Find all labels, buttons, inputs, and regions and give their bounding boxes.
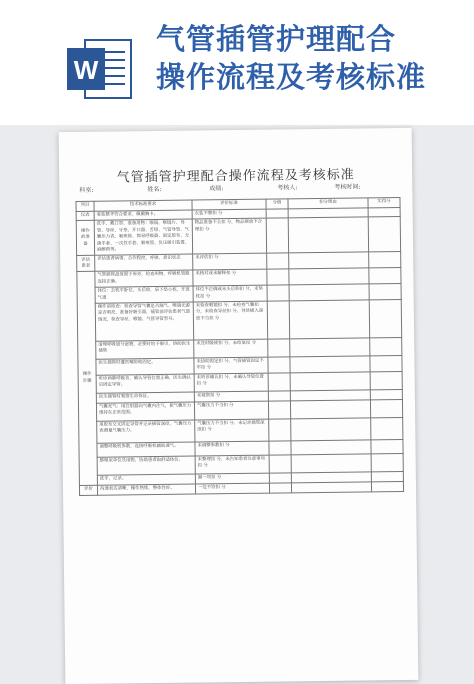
standard-cell: 体位不正确或未头后仰扣 分，未垫枕扣 分: [193, 285, 267, 302]
actual-score-cell: [371, 453, 403, 471]
score-label: 成绩:: [209, 185, 224, 193]
standard-cell: 未评估扣 分: [193, 254, 267, 271]
column-header: 实得分: [368, 198, 400, 208]
deduction-reason-cell: [291, 454, 371, 473]
points-cell: [267, 285, 289, 301]
actual-score-cell: [370, 389, 402, 399]
deduction-reason-cell: [289, 268, 369, 285]
requirement-cell: 听诊两肺呼吸音，确认导管位置正确，医生确认后固定导管。: [96, 374, 194, 393]
actual-score-cell: [369, 300, 401, 338]
requirement-cell: 洗手，记录。: [97, 474, 195, 485]
points-cell: [269, 473, 291, 483]
requirement-cell: 调整呼吸机参数，连接呼吸机辅助通气。: [97, 442, 195, 457]
document-meta: [79, 181, 399, 197]
standard-cell: 气囊压力不当扣 分: [194, 401, 268, 420]
requirement-cell: 清理呼吸道分泌物，必要时给予吸引，协助医生插管: [96, 340, 194, 359]
points-cell: [266, 209, 288, 219]
deduction-reason-cell: [290, 338, 370, 357]
points-cell: [267, 301, 289, 339]
actual-score-cell: [371, 439, 403, 453]
requirement-cell: 沟通表达清晰，操作熟练，整体性好。: [97, 484, 195, 495]
standard-cell: 未及时吸痰扣 分，未给氧扣 分: [194, 339, 268, 358]
banner: [0, 0, 474, 125]
column-header: 技术标准要求: [94, 200, 192, 211]
banner-title-line1: 气管插管护理配合: [156, 22, 397, 56]
table-row: [77, 300, 401, 342]
section-cell: 操作步骤: [77, 272, 98, 486]
actual-score-cell: [368, 217, 400, 252]
points-cell: [267, 269, 289, 285]
name-label: 姓名:: [147, 185, 162, 194]
exam-time-label: 考核时间:: [334, 183, 361, 191]
dept-label: 科室:: [79, 186, 94, 194]
actual-score-cell: [370, 338, 402, 356]
deduction-reason-cell: [290, 372, 370, 391]
deduction-reason-cell: [289, 284, 369, 301]
requirement-cell: 操作前检查：检查导管气囊是否漏气、喉镜光源是否明亮，准备好吸引器，插管前评估患者气道情况，检查导丝、喉镜、气管导管型号。: [95, 302, 193, 341]
standard-cell: 未协助固定扣 分，气管插管固定不牢扣 分: [194, 357, 268, 374]
column-header: 分值: [266, 199, 288, 209]
actual-score-cell: [371, 471, 403, 481]
requirement-cell: 用胶布交叉固定导管并记录插管深度，气囊压力表测量气囊压力。: [97, 420, 195, 443]
column-header: 扣分理由: [288, 198, 368, 209]
deduction-reason-cell: [291, 440, 371, 455]
deduction-reason-cell: [290, 356, 370, 373]
points-cell: [268, 373, 290, 391]
requirement-cell: 体位：去枕平卧位，头后仰，肩下垫小枕，开放气道: [95, 286, 193, 303]
examiner-label: 考核人:: [277, 184, 298, 192]
actual-score-cell: [369, 284, 401, 300]
points-cell: [268, 339, 290, 357]
requirement-cell: 医生插管时观察生命体征。: [96, 392, 194, 403]
standard-cell: 未听诊确认扣 分，未确认导管位置扣 分: [194, 373, 268, 392]
requirement-cell: 洗手，戴口罩、准备用物：喉镜、喉镜片、导管、导丝、牙垫、开口器、舌钳、气管导管、气囊压力表、吸痰管、简易呼吸器、固定胶布、无菌手套、一次性手套、吸痰管、负压吸引装置、麻醉药等。: [94, 219, 192, 255]
points-cell: [268, 401, 290, 419]
actual-score-cell: [371, 417, 403, 439]
points-cell: [269, 455, 291, 473]
points-cell: [268, 357, 290, 373]
points-cell: [268, 391, 290, 401]
points-cell: [267, 253, 289, 269]
column-header: 项目: [76, 201, 94, 211]
deduction-reason-cell: [291, 482, 371, 493]
standard-cell: 漏一项扣 分: [195, 473, 269, 484]
points-cell: [269, 441, 291, 455]
assessment-table: [75, 197, 404, 496]
actual-score-cell: [369, 252, 401, 268]
section-cell: 仪表: [76, 211, 94, 221]
actual-score-cell: [370, 399, 402, 417]
deduction-reason-cell: [290, 400, 370, 419]
standard-cell: 衣装不整扣 分: [192, 209, 266, 219]
actual-score-cell: [368, 208, 400, 218]
standard-cell: 未核对或未解释扣 分: [193, 270, 267, 287]
document-page: [59, 128, 419, 684]
standard-cell: 一处不符扣 分: [195, 483, 269, 494]
points-cell: [269, 483, 291, 493]
standard-cell: 未检查喉镜扣 分，未检查气囊扣 分，未检查导丝扣 分，导丝插入深度不当扣 分: [193, 301, 267, 340]
document-title: 气管插管护理配合操作流程及考核标准: [116, 167, 355, 186]
requirement-cell: 评估患者病情、合作程度、呼吸、意识状态: [95, 254, 193, 271]
word-document-icon: [65, 38, 133, 100]
deduction-reason-cell: [289, 252, 369, 269]
actual-score-cell: [370, 356, 402, 372]
requirement-cell: 着装整齐符合要求，佩戴胸卡。: [94, 210, 192, 221]
points-cell: [266, 218, 288, 253]
banner-title: [156, 20, 466, 96]
points-cell: [269, 419, 291, 441]
requirement-cell: 气管插管盘放置于床旁，检查用物，呼吸机管路连接正确。: [95, 270, 193, 287]
requirement-cell: 医生插管时遵医嘱协助固定。: [96, 358, 194, 375]
word-icon-letter: W: [73, 55, 99, 85]
standard-cell: 未整理扣 分，未告知患者注意事项扣 分: [195, 455, 269, 474]
actual-score-cell: [371, 481, 403, 491]
section-cell: 评估患者: [77, 256, 95, 272]
section-cell: 评价: [79, 485, 97, 495]
column-header: 评价标准: [192, 199, 266, 210]
banner-title-line2: 操作流程及考核标准: [156, 60, 427, 94]
deduction-reason-cell: [291, 418, 371, 441]
deduction-reason-cell: [289, 300, 369, 339]
table-row: [76, 217, 400, 256]
actual-score-cell: [370, 371, 402, 389]
standard-cell: 未调整参数扣 分: [195, 441, 269, 456]
standard-cell: 物品准备不全扣 分，物品摆放不合理扣 分: [192, 219, 266, 255]
standard-cell: 未观察扣 分: [194, 391, 268, 402]
standard-cell: 气囊压力不当扣 分，未记录插管深度扣 分: [195, 419, 269, 442]
deduction-reason-cell: [288, 217, 368, 253]
actual-score-cell: [369, 268, 401, 284]
requirement-cell: 整理床单位及用物，协助患者取舒适体位。: [97, 456, 195, 475]
section-cell: 操作前准备: [76, 221, 94, 256]
requirement-cell: 气囊充气：用注射器向气囊内注气，使气囊压力维持在正常范围。: [96, 402, 194, 421]
